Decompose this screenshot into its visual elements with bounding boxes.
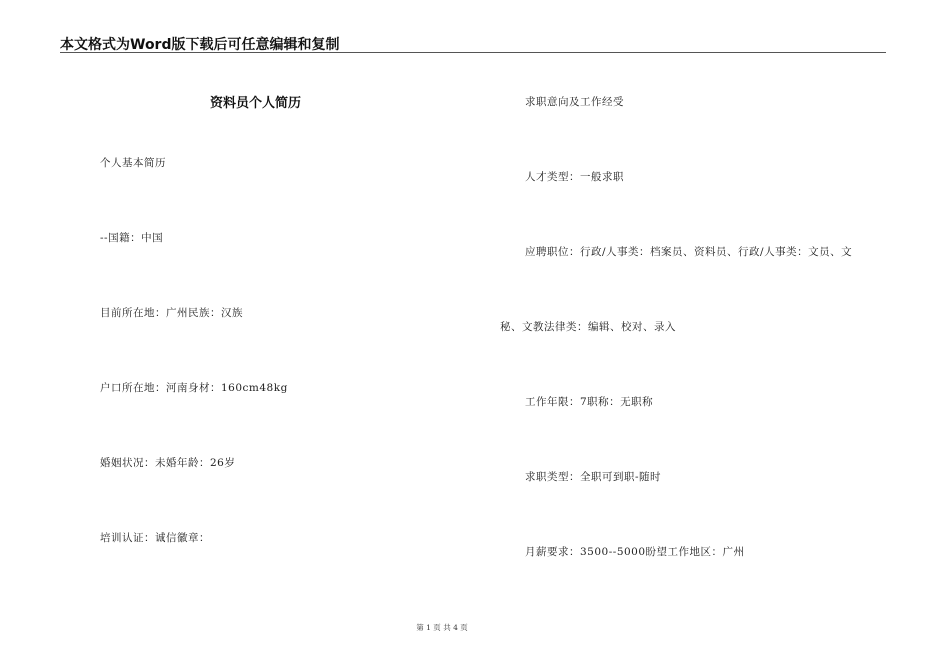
section-heading-basic-info: 个人基本简历 [100, 157, 166, 169]
applied-position-line: 应聘职位：行政/人事类：档案员、资料员、行政/人事类：文员、文 [525, 246, 853, 258]
talent-type-line: 人才类型：一般求职 [525, 171, 624, 183]
page-footer: 第 1 页 共 4 页 [416, 623, 468, 632]
header-text: 本文格式为Word版下载后可任意编辑和复制 [60, 37, 340, 53]
location-ethnicity-line: 目前所在地：广州民族：汉族 [100, 307, 243, 319]
hukou-build-line: 户口所在地：河南身材：160cm48kg [100, 382, 288, 394]
salary-location-line: 月薪要求：3500--5000盼望工作地区：广州 [525, 546, 745, 558]
header-rule [60, 52, 886, 53]
job-type-line: 求职类型：全职可到职-随时 [525, 471, 662, 483]
section-heading-job-intent: 求职意向及工作经受 [525, 96, 624, 108]
nationality-line: --国籍：中国 [100, 232, 164, 244]
page-title: 资料员个人简历 [210, 96, 302, 111]
applied-position-continued-line: 秘、文教法律类：编辑、校对、录入 [500, 321, 676, 333]
marital-age-line: 婚姻状况：未婚年龄：26岁 [100, 457, 236, 469]
certification-line: 培训认证：诚信徽章： [100, 532, 210, 544]
work-years-title-line: 工作年限：7职称：无职称 [525, 396, 654, 408]
